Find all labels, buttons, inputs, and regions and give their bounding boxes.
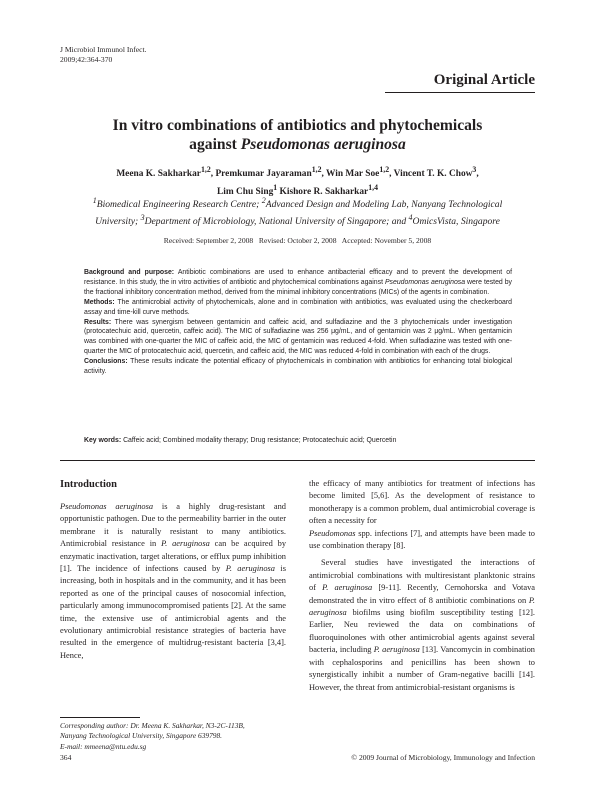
keywords: Key words: Caffeic acid; Combined modality therapy; Drug resistance; Protocatechuic acid; Quercetin (84, 437, 397, 444)
affiliations: $^1$Biomedical Engineering Research Centre; $^2$Advanced Design and Modeling Lab, Nanyang Technological University; $^3$Department of Microbiology, National University of Singapore; and $^4$OmicsVista, Singapore (92, 196, 503, 228)
section-heading-introduction: Introduction (60, 479, 117, 490)
title-line-1: In vitro combinations of antibiotics and phytochemicals (112, 117, 483, 134)
body-column-right (309, 478, 535, 694)
intro-paragraph-2: Several studies have investigated the interactions of antimicrobial combinations with multiresistant planktonic strains of P. aeruginosa [9-11]. Recently, Cernohorska and Votava demonstrated the in vitro effect of 8 antibiotic combinations on P. aeruginosa biofilms using biofilm susceptibility testing [12]. Earlier, Neu reviewed the data on combinations of fluoroquinolones with other antimicrobial agents against several bacteria, including P. aeruginosa [13]. Vancomycin in combination with cephalosporins and penicillins has been shown to synergistically inhibit a number of Gram-negative bacilli [14]. However, the threat from antimicrobial-resistant organisms is (309, 558, 535, 692)
section-divider (60, 460, 535, 461)
authors-line-1: Meena K. Sakharkar$^{1,2}$, Premkumar Jayaraman$^{1,2}$, Win Mar Soe$^{1,2}$, Vincent T. K. Chow$^3$, (116, 165, 479, 180)
article-title (60, 116, 535, 154)
author-email: E-mail: mmeena@ntu.edu.sg (60, 741, 147, 751)
abstract-methods: Methods: The antimicrobial activity of phytochemicals, alone and in combination with antibiotics, was evaluated using the checkerboard assay and time-kill curve methods. (84, 298, 512, 316)
footnote-rule (60, 717, 140, 718)
abstract-results: Results: There was synergism between gentamicin and caffeic acid, and sulfadiazine and the 3 phytochemicals under investigation (protocatechuic acid, quercetin, caffeic acid). The MIC of sulfadiazine was 256 μg/mL, and of gentamicin was 2 μg/mL. When gentamicin was combined with one-quarter the MIC of caffeic acid, the MIC of gentamicin was reduced 4-fold. When sulfadiazine was tested with one-quarter the MIC of protocatechuic acid, quercetin, and caffeic acid, the MIC was reduced 4-fold in combination with each of the drugs. (84, 318, 512, 356)
title-species: Pseudomonas aeruginosa (240, 136, 406, 153)
title-line-2: against Pseudomonas aeruginosa (189, 136, 406, 153)
intro-paragraph-1: Pseudomonas aeruginosa is a highly drug-resistant and opportunistic pathogen. Due to the permeability barrier in the outer membrane it is naturally resistant to many antibiotics. Antimicrobial resistance in P. aeruginosa can be acquired by enzymatic inactivation, target alterations, or efflux pump inhibition [1]. The incidence of infections caused by P. aeruginosa is increasing, both in hospitals and in the community, and it has been reported as one of the principal causes of nosocomial infection, particularly among immunocompromised patients [2]. At the same time, the extensive use of antimicrobial agents and the evolutionary antimicrobial resistance strategies of bacteria have resulted in the emergence of multidrug-resistant bacteria [3,4]. Hence, (60, 502, 287, 660)
abstract-background: Background and purpose: Antibiotic combinations are used to enhance antibacterial efficacy and to prevent the development of resistance. In this study, the in vitro activities of antibiotic and phytochemical combinations against Pseudomonas aeruginosa were tested by the fractional inhibitory concentration method, derived from the minimal inhibitory concentrations (MICs) of the agents in combination. (84, 269, 512, 296)
abstract-conclusions: Conclusions: These results indicate the potential efficacy of phytochemicals in combination with antibiotics for enhancing total biological activity. (84, 358, 512, 376)
submission-dates: Received: September 2, 2008 Revised: October 2, 2008 Accepted: November 5, 2008 (163, 236, 432, 245)
journal-volume: 2009;42:364-370 (60, 55, 113, 64)
corresponding-author-footnote: Corresponding author: Dr. Meena K. Sakharkar, N3-2C-113B, Nanyang Technological University, Singapore 639798. E-mail: mmeena@ntu.edu.sg (60, 721, 300, 752)
page-number: 364 (60, 753, 72, 762)
journal-name: J Microbiol Immunol Infect. (60, 45, 147, 54)
journal-citation (60, 45, 146, 65)
article-type: Original Article (385, 72, 535, 93)
body-column-left (60, 478, 286, 662)
intro-paragraph-1-tail: Pseudomonas spp. infections [7], and attempts have been made to use combination therapy [8]. (309, 528, 535, 551)
authors-line-2: Lim Chu Sing$^1$ Kishore R. Sakharkar$^{1,4}$ (217, 183, 378, 198)
intro-paragraph-1-continued: the efficacy of many antibiotics for treatment of infections has become limited [5,6]. As the development of resistance to monotherapy is a common problem, dual antimicrobial coverage is often a necessity for (309, 479, 535, 526)
abstract (84, 268, 512, 377)
copyright-notice: © 2009 Journal of Microbiology, Immunology and Infection (351, 753, 535, 762)
